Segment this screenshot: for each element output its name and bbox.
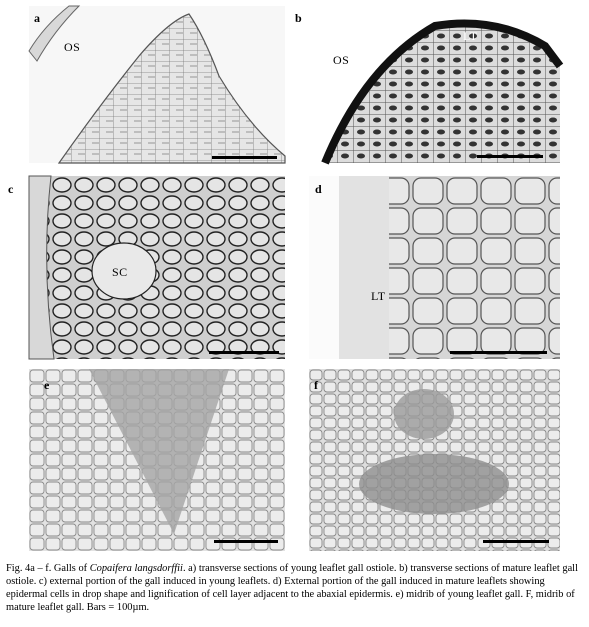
micrograph-panel-b [295,6,560,163]
micrograph-panel-c [8,176,285,359]
micrograph-panel-a [29,6,285,163]
micrograph-panel-e [29,369,285,551]
micrograph-panel-d [309,176,560,359]
micrograph-a-image [29,6,285,163]
annotation-sc-c: SC [112,265,128,279]
scale-bar-b [477,155,543,158]
scale-bar-c [209,351,279,354]
annotation-os-a: OS [64,40,81,54]
panel-label-d: d [315,182,322,196]
micrograph-d-image [309,176,560,359]
caption-species: Copaifera langsdorffii [89,563,183,574]
panel-label-a: a [34,11,40,25]
micrograph-f-image [309,369,560,551]
micrograph-panel-f [309,369,560,551]
scale-bar-a [212,156,277,159]
annotation-lt-d: LT [371,289,386,303]
panel-label-f: f [314,378,318,392]
micrograph-c-image [29,176,285,359]
caption-body: . a) transverse sections of young leaflet gall ostiole. b) transverse sections of mature leaflet gall ostiole. c) external portion of the gall induced in young leaflets. d) External portion of the gall induced in mature leaflets showing epidermal cells in drop shape and lignification of cell layer adjacent to the abaxial epidermis. e) midrib of young leaflet gall. F, midrib of mature leaflet gall. Bars = 100µm. [6,563,578,613]
annotation-os-b: OS [333,53,350,67]
panel-label-e: e [44,378,50,392]
scale-bar-d [450,351,547,354]
micrograph-e-image [29,369,285,551]
scale-bar-f [483,540,549,543]
micrograph-b-image [305,6,560,163]
annotation-lt-b: LT [463,29,478,43]
figure-caption [6,562,586,614]
panel-label-c: c [8,182,14,196]
panel-label-b: b [295,11,302,25]
caption-prefix: Fig. 4a – f. Galls of [6,563,90,574]
scale-bar-e [214,540,278,543]
